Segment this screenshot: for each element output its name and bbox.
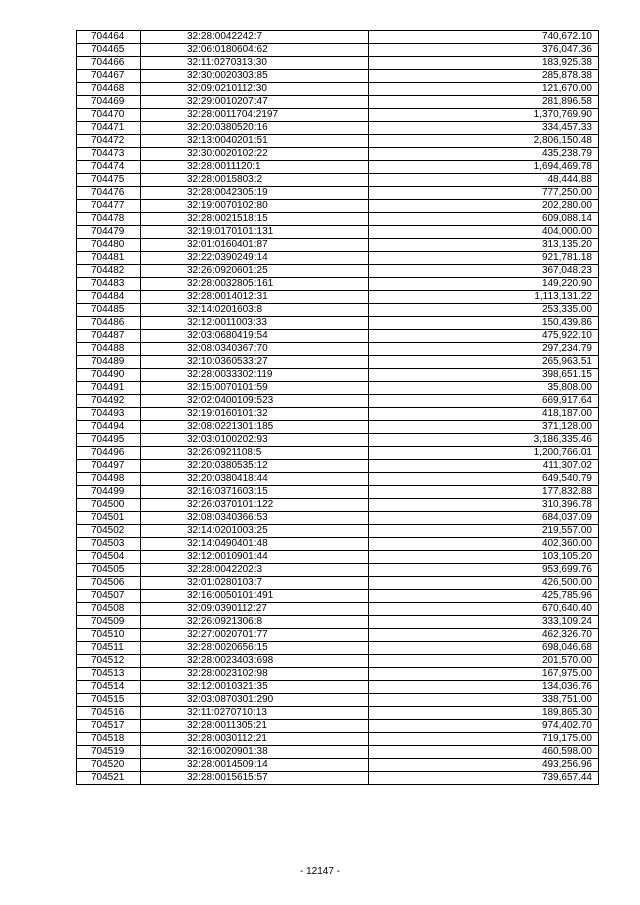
table-row — [77, 83, 599, 96]
table-row — [77, 382, 599, 395]
table-row — [77, 70, 599, 83]
row-id-cell: 704513 — [77, 668, 141, 681]
cadastral-number-cell: 32:28:0015803:2 — [141, 174, 369, 187]
cadastral-number-cell: 32:14:0490401:48 — [141, 538, 369, 551]
table-row — [77, 135, 599, 148]
value-cell: 1,370,769.90 — [369, 109, 599, 122]
value-cell: 371,128.00 — [369, 421, 599, 434]
value-cell: 310,396.78 — [369, 499, 599, 512]
cadastral-number-cell: 32:11:0270313:30 — [141, 57, 369, 70]
cadastral-number-cell: 32:14:0201603:8 — [141, 304, 369, 317]
value-cell: 313,135.20 — [369, 239, 599, 252]
table-row — [77, 265, 599, 278]
value-cell: 411,307.02 — [369, 460, 599, 473]
table-row — [77, 655, 599, 668]
row-id-cell: 704473 — [77, 148, 141, 161]
row-id-cell: 704478 — [77, 213, 141, 226]
value-cell: 281,896.58 — [369, 96, 599, 109]
value-cell: 1,694,469.78 — [369, 161, 599, 174]
table-row — [77, 486, 599, 499]
row-id-cell: 704507 — [77, 590, 141, 603]
value-cell: 3,186,335.46 — [369, 434, 599, 447]
value-cell: 418,187.00 — [369, 408, 599, 421]
value-cell: 670,640.40 — [369, 603, 599, 616]
cadastral-number-cell: 32:03:0870301:290 — [141, 694, 369, 707]
cadastral-number-cell: 32:12:0010321:35 — [141, 681, 369, 694]
cadastral-number-cell: 32:20:0380535:12 — [141, 460, 369, 473]
table-row — [77, 642, 599, 655]
value-cell: 426,500.00 — [369, 577, 599, 590]
value-cell: 183,925.38 — [369, 57, 599, 70]
value-cell: 297,234.79 — [369, 343, 599, 356]
value-cell: 669,917.64 — [369, 395, 599, 408]
value-cell: 649,540.79 — [369, 473, 599, 486]
cadastral-number-cell: 32:03:0680419:54 — [141, 330, 369, 343]
value-cell: 167,975.00 — [369, 668, 599, 681]
value-cell: 921,781.18 — [369, 252, 599, 265]
value-cell: 338,751.00 — [369, 694, 599, 707]
value-cell: 2,806,150.48 — [369, 135, 599, 148]
value-cell: 739,657.44 — [369, 772, 599, 785]
value-cell: 334,457.33 — [369, 122, 599, 135]
row-id-cell: 704475 — [77, 174, 141, 187]
cadastral-number-cell: 32:28:0020656:15 — [141, 642, 369, 655]
table-row — [77, 447, 599, 460]
cadastral-number-cell: 32:12:0010901:44 — [141, 551, 369, 564]
cadastral-number-cell: 32:28:0033302:119 — [141, 369, 369, 382]
row-id-cell: 704485 — [77, 304, 141, 317]
row-id-cell: 704483 — [77, 278, 141, 291]
value-cell: 493,256.96 — [369, 759, 599, 772]
table-row — [77, 44, 599, 57]
table-row — [77, 512, 599, 525]
cadastral-number-cell: 32:28:0030112:21 — [141, 733, 369, 746]
row-id-cell: 704469 — [77, 96, 141, 109]
row-id-cell: 704482 — [77, 265, 141, 278]
row-id-cell: 704499 — [77, 486, 141, 499]
row-id-cell: 704521 — [77, 772, 141, 785]
cadastral-number-cell: 32:08:0340366:53 — [141, 512, 369, 525]
value-cell: 134,036.76 — [369, 681, 599, 694]
value-cell: 460,598.00 — [369, 746, 599, 759]
cadastral-number-cell: 32:19:0170101:131 — [141, 226, 369, 239]
table-row — [77, 759, 599, 772]
table-row — [77, 239, 599, 252]
value-cell: 698,046.68 — [369, 642, 599, 655]
table-row — [77, 590, 599, 603]
row-id-cell: 704468 — [77, 83, 141, 96]
cadastral-number-cell: 32:28:0042305:19 — [141, 187, 369, 200]
row-id-cell: 704479 — [77, 226, 141, 239]
cadastral-number-cell: 32:26:0920601:25 — [141, 265, 369, 278]
table-row — [77, 291, 599, 304]
cadastral-number-cell: 32:12:0011003:33 — [141, 317, 369, 330]
row-id-cell: 704494 — [77, 421, 141, 434]
cadastral-number-cell: 32:28:0011305:21 — [141, 720, 369, 733]
row-id-cell: 704484 — [77, 291, 141, 304]
cadastral-number-cell: 32:02:0400109:523 — [141, 395, 369, 408]
cadastral-number-cell: 32:28:0014012:31 — [141, 291, 369, 304]
row-id-cell: 704489 — [77, 356, 141, 369]
row-id-cell: 704486 — [77, 317, 141, 330]
cadastral-number-cell: 32:28:0011704:2197 — [141, 109, 369, 122]
value-cell: 953,699.76 — [369, 564, 599, 577]
row-id-cell: 704520 — [77, 759, 141, 772]
value-cell: 1,200,766.01 — [369, 447, 599, 460]
row-id-cell: 704490 — [77, 369, 141, 382]
cadastral-number-cell: 32:28:0042242:7 — [141, 31, 369, 44]
value-cell: 435,238.79 — [369, 148, 599, 161]
cadastral-number-cell: 32:28:0011120:1 — [141, 161, 369, 174]
table-row — [77, 57, 599, 70]
value-cell: 150,439.86 — [369, 317, 599, 330]
table-row — [77, 161, 599, 174]
table-row — [77, 460, 599, 473]
cadastral-number-cell: 32:16:0050101:491 — [141, 590, 369, 603]
cadastral-number-cell: 32:09:0210112:30 — [141, 83, 369, 96]
value-cell: 103,105.20 — [369, 551, 599, 564]
cadastral-number-cell: 32:14:0201003:25 — [141, 525, 369, 538]
row-id-cell: 704509 — [77, 616, 141, 629]
value-cell: 609,088.14 — [369, 213, 599, 226]
value-cell: 333,109.24 — [369, 616, 599, 629]
cadastral-number-cell: 32:16:0371603:15 — [141, 486, 369, 499]
cadastral-number-cell: 32:15:0070101:59 — [141, 382, 369, 395]
cadastral-number-cell: 32:11:0270710:13 — [141, 707, 369, 720]
row-id-cell: 704466 — [77, 57, 141, 70]
row-id-cell: 704492 — [77, 395, 141, 408]
value-cell: 285,878.38 — [369, 70, 599, 83]
cadastral-number-cell: 32:27:0020701:77 — [141, 629, 369, 642]
table-row — [77, 720, 599, 733]
value-cell: 219,557.00 — [369, 525, 599, 538]
value-cell: 253,335.00 — [369, 304, 599, 317]
cadastral-number-cell: 32:30:0020102:22 — [141, 148, 369, 161]
table-row — [77, 278, 599, 291]
row-id-cell: 704495 — [77, 434, 141, 447]
cadastral-number-cell: 32:30:0020303:85 — [141, 70, 369, 83]
cadastral-number-cell: 32:09:0390112:27 — [141, 603, 369, 616]
table-body — [77, 31, 599, 785]
table-row — [77, 148, 599, 161]
row-id-cell: 704493 — [77, 408, 141, 421]
table-row — [77, 499, 599, 512]
table-row — [77, 252, 599, 265]
table-row — [77, 434, 599, 447]
table-row — [77, 330, 599, 343]
table-row — [77, 395, 599, 408]
row-id-cell: 704472 — [77, 135, 141, 148]
row-id-cell: 704500 — [77, 499, 141, 512]
cadastral-number-cell: 32:28:0042202:3 — [141, 564, 369, 577]
row-id-cell: 704481 — [77, 252, 141, 265]
table-row — [77, 343, 599, 356]
value-cell: 462,326.70 — [369, 629, 599, 642]
row-id-cell: 704519 — [77, 746, 141, 759]
page-number: - 12147 - — [299, 866, 341, 877]
row-id-cell: 704476 — [77, 187, 141, 200]
row-id-cell: 704512 — [77, 655, 141, 668]
table-row — [77, 746, 599, 759]
table-row — [77, 733, 599, 746]
cadastral-number-cell: 32:03:0100202:93 — [141, 434, 369, 447]
cadastral-number-cell: 32:26:0370101:122 — [141, 499, 369, 512]
table-row — [77, 187, 599, 200]
row-id-cell: 704487 — [77, 330, 141, 343]
table-row — [77, 694, 599, 707]
value-cell: 189,865.30 — [369, 707, 599, 720]
cadastral-number-cell: 32:08:0221301:185 — [141, 421, 369, 434]
value-cell: 777,250.00 — [369, 187, 599, 200]
table-row — [77, 551, 599, 564]
value-cell: 1,113,131.22 — [369, 291, 599, 304]
cadastral-number-cell: 32:26:0921108:5 — [141, 447, 369, 460]
value-cell: 404,000.00 — [369, 226, 599, 239]
row-id-cell: 704480 — [77, 239, 141, 252]
cadastral-number-cell: 32:28:0021518:15 — [141, 213, 369, 226]
row-id-cell: 704510 — [77, 629, 141, 642]
row-id-cell: 704515 — [77, 694, 141, 707]
row-id-cell: 704471 — [77, 122, 141, 135]
table-row — [77, 772, 599, 785]
cadastral-number-cell: 32:19:0070102:80 — [141, 200, 369, 213]
cadastral-number-cell: 32:28:0023102:98 — [141, 668, 369, 681]
row-id-cell: 704491 — [77, 382, 141, 395]
table-row — [77, 31, 599, 44]
row-id-cell: 704514 — [77, 681, 141, 694]
value-cell: 48,444.88 — [369, 174, 599, 187]
table-row — [77, 538, 599, 551]
table-row — [77, 369, 599, 382]
cadastral-number-cell: 32:28:0032805:161 — [141, 278, 369, 291]
cadastral-number-cell: 32:08:0340367:70 — [141, 343, 369, 356]
table-row — [77, 564, 599, 577]
table-row — [77, 421, 599, 434]
value-cell: 149,220.90 — [369, 278, 599, 291]
table-row — [77, 408, 599, 421]
row-id-cell: 704518 — [77, 733, 141, 746]
table-row — [77, 109, 599, 122]
value-cell: 177,832.88 — [369, 486, 599, 499]
table-row — [77, 616, 599, 629]
cadastral-number-cell: 32:26:0921306:8 — [141, 616, 369, 629]
table-row — [77, 629, 599, 642]
row-id-cell: 704516 — [77, 707, 141, 720]
cadastral-number-cell: 32:29:0010207:47 — [141, 96, 369, 109]
value-cell: 367,048.23 — [369, 265, 599, 278]
table-row — [77, 577, 599, 590]
table-row — [77, 356, 599, 369]
value-cell: 202,280.00 — [369, 200, 599, 213]
cadastral-number-cell: 32:13:0040201:51 — [141, 135, 369, 148]
table-row — [77, 317, 599, 330]
cadastral-number-cell: 32:22:0390249:14 — [141, 252, 369, 265]
row-id-cell: 704501 — [77, 512, 141, 525]
value-cell: 35,808.00 — [369, 382, 599, 395]
cadastral-number-cell: 32:01:0160401:87 — [141, 239, 369, 252]
value-cell: 974,402.70 — [369, 720, 599, 733]
value-cell: 475,922.10 — [369, 330, 599, 343]
table-row — [77, 668, 599, 681]
cadastral-number-cell: 32:19:0160101:32 — [141, 408, 369, 421]
value-cell: 402,360.00 — [369, 538, 599, 551]
value-cell: 376,047.36 — [369, 44, 599, 57]
value-cell: 719,175.00 — [369, 733, 599, 746]
cadastral-number-cell: 32:06:0180604:62 — [141, 44, 369, 57]
row-id-cell: 704465 — [77, 44, 141, 57]
row-id-cell: 704503 — [77, 538, 141, 551]
row-id-cell: 704506 — [77, 577, 141, 590]
table-row — [77, 525, 599, 538]
table-row — [77, 226, 599, 239]
row-id-cell: 704517 — [77, 720, 141, 733]
value-cell: 398,651.15 — [369, 369, 599, 382]
cadastral-number-cell: 32:16:0020901:38 — [141, 746, 369, 759]
table-row — [77, 174, 599, 187]
cadastral-number-cell: 32:28:0014509:14 — [141, 759, 369, 772]
cadastral-number-cell: 32:20:0380520:16 — [141, 122, 369, 135]
row-id-cell: 704488 — [77, 343, 141, 356]
row-id-cell: 704511 — [77, 642, 141, 655]
cadastral-number-cell: 32:28:0023403:698 — [141, 655, 369, 668]
row-id-cell: 704477 — [77, 200, 141, 213]
table-row — [77, 707, 599, 720]
table-row — [77, 96, 599, 109]
row-id-cell: 704464 — [77, 31, 141, 44]
cadastral-number-cell: 32:01:0280103:7 — [141, 577, 369, 590]
table-row — [77, 200, 599, 213]
cadastral-number-cell: 32:10:0360533:27 — [141, 356, 369, 369]
row-id-cell: 704467 — [77, 70, 141, 83]
value-cell: 740,672.10 — [369, 31, 599, 44]
row-id-cell: 704508 — [77, 603, 141, 616]
table-row — [77, 122, 599, 135]
cadastral-number-cell: 32:28:0015615:57 — [141, 772, 369, 785]
row-id-cell: 704504 — [77, 551, 141, 564]
table-row — [77, 304, 599, 317]
table-row — [77, 681, 599, 694]
row-id-cell: 704496 — [77, 447, 141, 460]
table-row — [77, 213, 599, 226]
value-cell: 684,037.09 — [369, 512, 599, 525]
row-id-cell: 704470 — [77, 109, 141, 122]
value-cell: 425,785.96 — [369, 590, 599, 603]
cadastral-value-table — [76, 30, 599, 785]
table-row — [77, 603, 599, 616]
value-cell: 265,963.51 — [369, 356, 599, 369]
cadastral-number-cell: 32:20:0380418:44 — [141, 473, 369, 486]
value-cell: 201,570.00 — [369, 655, 599, 668]
row-id-cell: 704498 — [77, 473, 141, 486]
row-id-cell: 704502 — [77, 525, 141, 538]
row-id-cell: 704505 — [77, 564, 141, 577]
row-id-cell: 704497 — [77, 460, 141, 473]
value-cell: 121,670.00 — [369, 83, 599, 96]
table-row — [77, 473, 599, 486]
row-id-cell: 704474 — [77, 161, 141, 174]
